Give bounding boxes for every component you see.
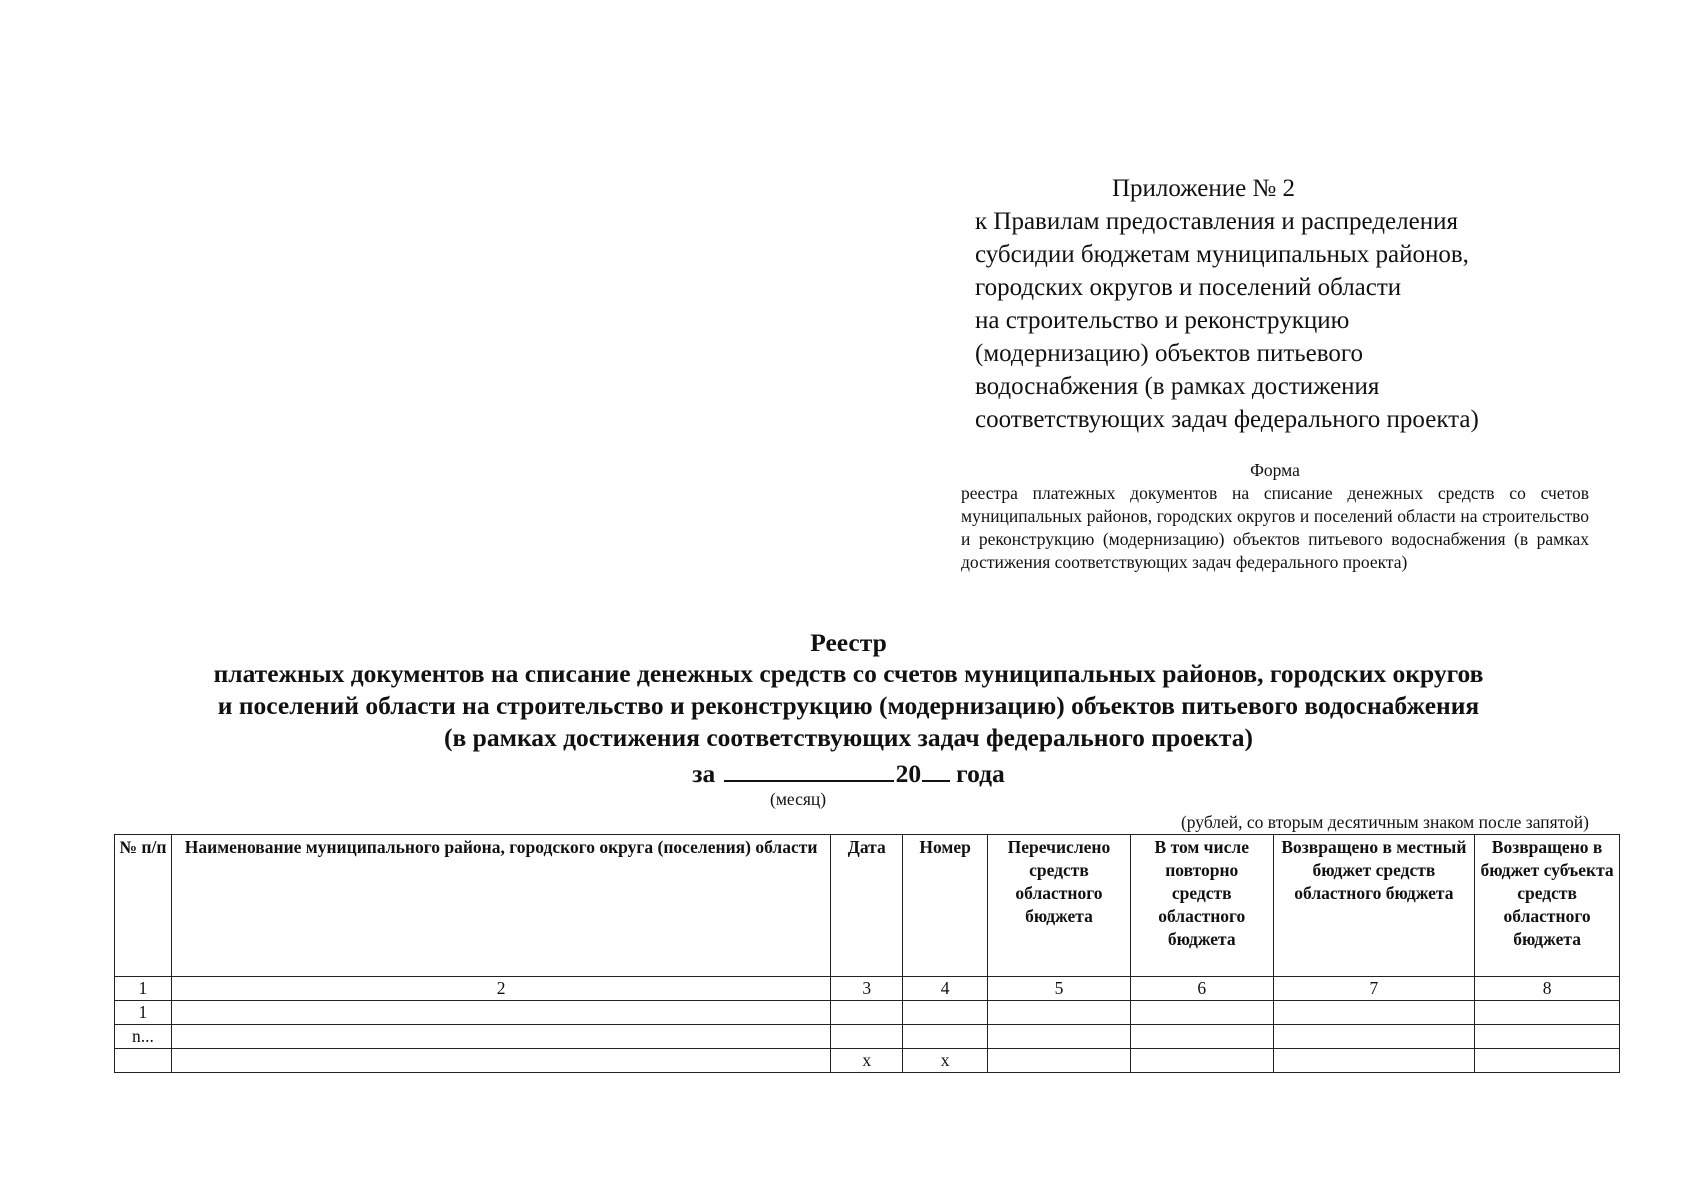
appendix-line: соответствующих задач федерального проекта) xyxy=(975,406,1479,433)
column-number: 8 xyxy=(1475,977,1620,1001)
appendix-title: Приложение № 2 xyxy=(1112,175,1296,202)
registry-subtitle xyxy=(40,658,1657,754)
table-cell xyxy=(1273,1025,1475,1049)
table-total-row xyxy=(115,1049,1620,1073)
appendix-line: на строительство и реконструкцию xyxy=(975,307,1350,334)
column-number: 7 xyxy=(1273,977,1475,1001)
table-cell xyxy=(903,1001,988,1025)
column-number: 1 xyxy=(115,977,172,1001)
appendix-line: субсидии бюджетам муниципальных районов, xyxy=(975,241,1469,268)
column-number: 6 xyxy=(1130,977,1273,1001)
table-cell: n... xyxy=(115,1025,172,1049)
appendix-block xyxy=(975,172,1595,436)
month-blank xyxy=(724,755,894,782)
table-cell xyxy=(1130,1001,1273,1025)
form-block xyxy=(961,459,1589,574)
table-cell xyxy=(1273,1001,1475,1025)
table-cell: x xyxy=(831,1049,903,1073)
table-cell xyxy=(1475,1049,1620,1073)
month-label: (месяц) xyxy=(770,789,827,809)
registry-table xyxy=(114,834,1620,1073)
registry-subtitle-line: платежных документов на списание денежных средств со счетов муниципальных районов, городских округов xyxy=(213,659,1484,688)
header-repeated: В том числе повторно средств областного бюджета xyxy=(1130,835,1273,977)
column-number: 4 xyxy=(903,977,988,1001)
registry-subtitle-line: и поселений области на строительство и реконструкцию (модернизацию) объектов питьевого водоснабжения xyxy=(217,691,1480,720)
table-cell xyxy=(903,1025,988,1049)
table-cell: x xyxy=(903,1049,988,1073)
table-cell xyxy=(1130,1049,1273,1073)
form-label: Форма xyxy=(1250,460,1300,480)
column-numbers-row xyxy=(115,977,1620,1001)
table-cell xyxy=(1475,1001,1620,1025)
period-line xyxy=(0,755,1697,790)
table-cell xyxy=(988,1025,1131,1049)
table-cell xyxy=(171,1025,830,1049)
registry-subtitle-line: (в рамках достижения соответствующих задач федерального проекта) xyxy=(444,723,1253,752)
header-doc-number: Номер xyxy=(903,835,988,977)
form-description: реестра платежных документов на списание денежных средств со счетов муниципальных районов, городских округов и поселений области на строительство и реконструкцию (модернизацию) объектов питьевого водоснабжения (в рамках достижения соответствующих задач федерального проекта) xyxy=(961,483,1589,572)
table-cell xyxy=(1130,1025,1273,1049)
period-year: 20 xyxy=(895,759,922,788)
period-prefix: за xyxy=(692,759,716,788)
header-returned-local: Возвращено в местный бюджет средств областного бюджета xyxy=(1273,835,1475,977)
table-cell xyxy=(171,1001,830,1025)
header-number: № п/п xyxy=(115,835,172,977)
table-header-row xyxy=(115,835,1620,977)
header-returned-subject: Возвращено в бюджет субъекта средств областного бюджета xyxy=(1475,835,1620,977)
table-cell xyxy=(1273,1049,1475,1073)
table-cell xyxy=(988,1049,1131,1073)
year-blank xyxy=(922,755,950,782)
table-cell xyxy=(1475,1025,1620,1049)
appendix-line: (модернизацию) объектов питьевого xyxy=(975,340,1364,367)
header-date: Дата xyxy=(831,835,903,977)
registry-title: Реестр xyxy=(810,628,887,657)
appendix-line: водоснабжения (в рамках достижения xyxy=(975,373,1380,400)
appendix-line: городских округов и поселений области xyxy=(975,274,1402,301)
table-row xyxy=(115,1001,1620,1025)
header-transferred: Перечислено средств областного бюджета xyxy=(988,835,1131,977)
table-cell xyxy=(171,1049,830,1073)
table-cell xyxy=(988,1001,1131,1025)
column-number: 2 xyxy=(171,977,830,1001)
table-cell xyxy=(831,1025,903,1049)
table-cell xyxy=(115,1049,172,1073)
table-row xyxy=(115,1025,1620,1049)
units-note: (рублей, со вторым десятичным знаком после запятой) xyxy=(1180,812,1589,832)
table-cell xyxy=(831,1001,903,1025)
column-number: 3 xyxy=(831,977,903,1001)
column-number: 5 xyxy=(988,977,1131,1001)
table-cell: 1 xyxy=(115,1001,172,1025)
period-suffix: года xyxy=(956,759,1005,788)
appendix-line: к Правилам предоставления и распределения xyxy=(975,208,1458,235)
header-municipality: Наименование муниципального района, городского округа (поселения) области xyxy=(171,835,830,977)
